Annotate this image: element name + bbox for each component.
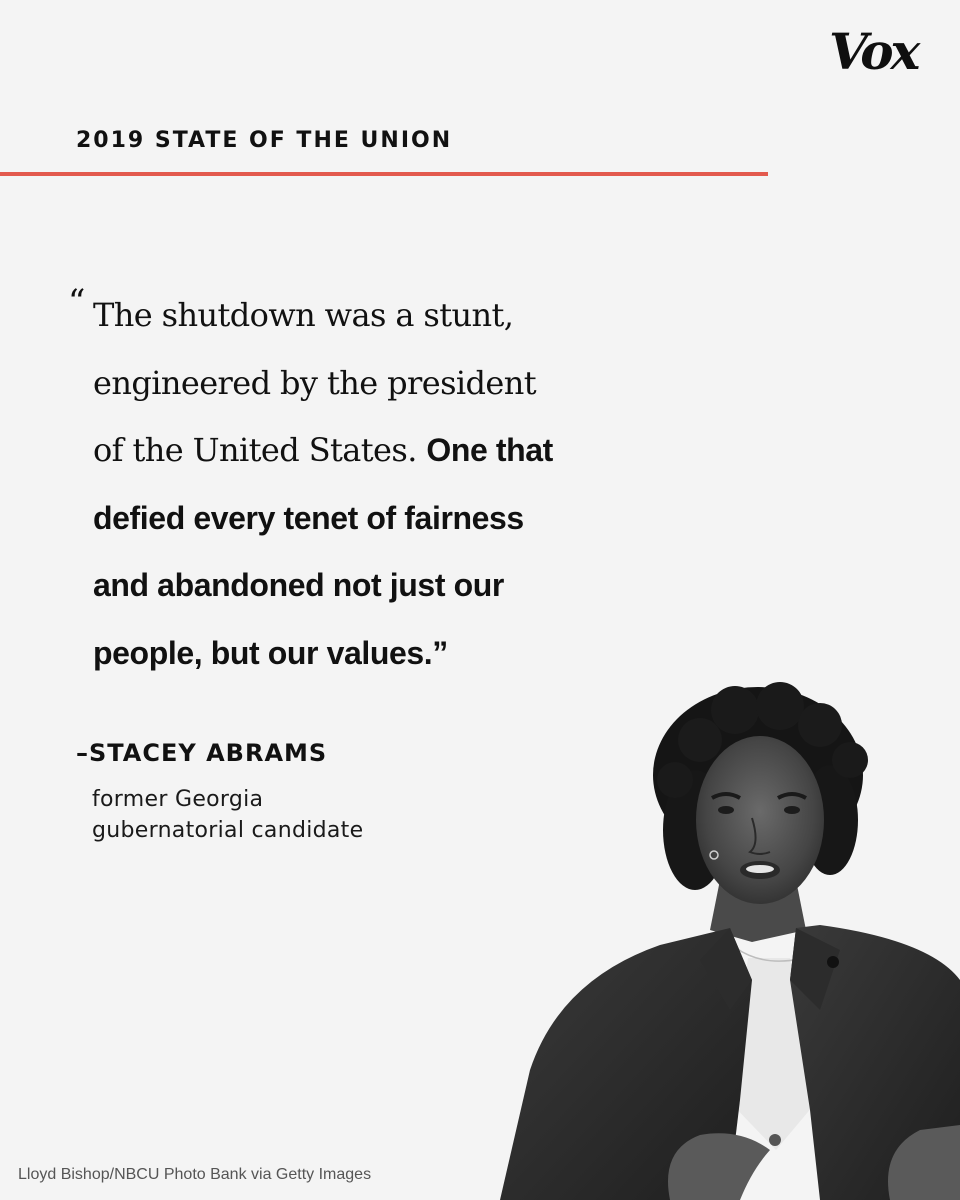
kicker-heading: 2019 STATE OF THE UNION xyxy=(76,128,453,153)
open-quote-icon: “ xyxy=(68,282,86,322)
accent-divider xyxy=(0,172,768,176)
quote-line-4-bold: defied every tenet of fairness xyxy=(93,499,524,536)
quote-line-6 xyxy=(93,620,613,688)
quote-line-3 xyxy=(93,417,613,485)
quote-line-1-light: The shutdown was a stunt, xyxy=(93,296,514,334)
quote-line-5 xyxy=(93,552,613,620)
vox-logo: Vox xyxy=(829,22,918,81)
speaker-role xyxy=(92,784,363,846)
quote-line-2-light: engineered by the president xyxy=(93,363,537,402)
quote-line-2 xyxy=(93,350,613,418)
pull-quote xyxy=(93,282,613,687)
quote-line-6-bold: people, but our values.” xyxy=(93,634,448,671)
speaker-name: –STACEY ABRAMS xyxy=(76,739,328,767)
speaker-role-line-2: gubernatorial candidate xyxy=(92,818,364,843)
quote-line-5-bold: and abandoned not just our xyxy=(93,567,504,603)
quote-line-4 xyxy=(93,485,613,553)
quote-line-3-light: of the United States. xyxy=(93,431,427,469)
photo-credit: Lloyd Bishop/NBCU Photo Bank via Getty Images xyxy=(18,1166,372,1183)
speaker-role-line-1: former Georgia xyxy=(92,787,264,812)
speaker-portrait xyxy=(490,680,960,1200)
quote-line-1 xyxy=(93,282,613,350)
quote-line-3-bold: One that xyxy=(426,432,553,468)
